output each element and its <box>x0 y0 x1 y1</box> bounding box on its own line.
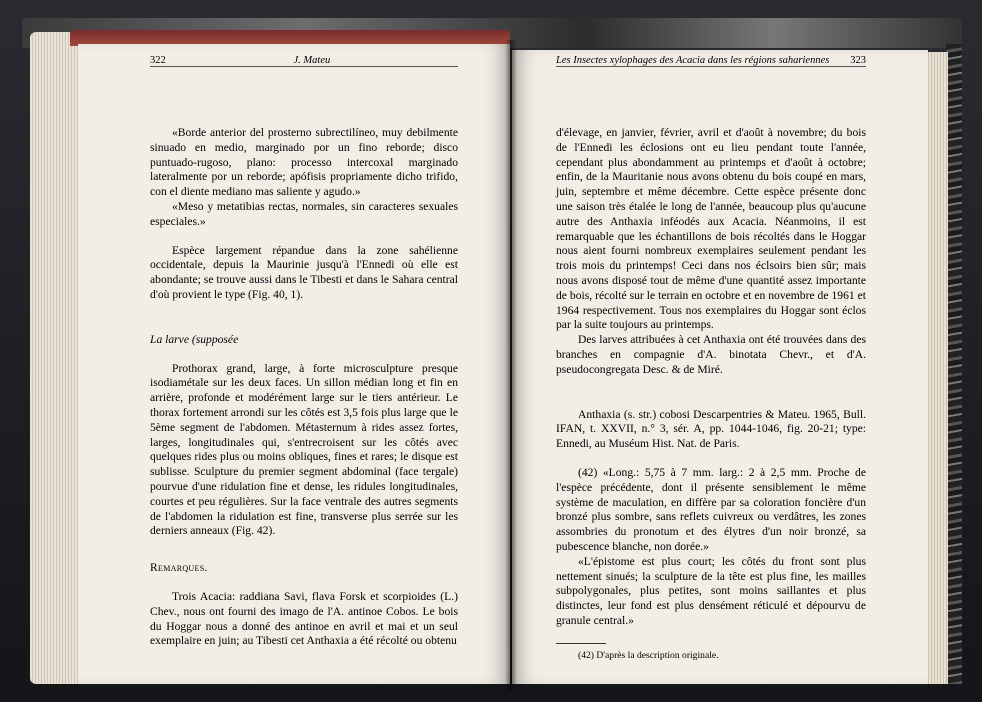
left-running-head <box>150 52 458 67</box>
paragraph: d'élevage, en janvier, février, avril et d'août à novembre; du bois de l'Ennedi les éclosions ont eu lieu pendant toute l'année, cependant plus abondamment au printemps et d'août à octobre; enfin, de la Mauritanie nous avons obtenu du bois coupé en mars, juin, septembre et même décembre. Cette espèce présente donc une saison très étalée le long de l'année, beaucoup plus qu'aucune autre des Anthaxia inféodés aux Acacia. Néanmoins, il est remarquable que les échantillons de bois récoltés dans le Hoggar nous aient fourni nombreux exemplaires seulement pendant les trois mois du printemps! Ceci dans nos éclsoirs bien sûr; mais nous avons disposé tout de même d'une quantité assez importante de bois, récolté sur le terrain en octobre et en novembre de 1961 et 1964 respectivement. Tous nos exemplaires du Hoggar sont éclos par la suite toujours au printemps. <box>556 126 866 332</box>
paragraph: Prothorax grand, large, à forte microsculpture presque isodiamétale sur les deux faces. Un sillon médian long et fin en arrière, profonde et modérément large sur le tiers antérieur. Le thorax fortement arrondi sur les côtés est 3,5 fois plus large que le 5ème segment de l'abdomen. Métasternum à rides assez fortes, larges, longitudinales qui, s'entrecroisent sur les côtés avec quelques rides plus ou moins obliques, fines et rares; le disque est sublisse. Sculpture du premier segment abdominal (face tergale) pourvue d'une ridulation fine et dense, les ridules longitudinales, courtes et peu régulières. Sur la face ventrale des autres segments de l'abdomen la ridulation est fine, transverse plus serrée sur les derniers anneaux (Fig. 42). <box>150 361 458 538</box>
paragraph: Des larves attribuées à cet Anthaxia ont été trouvées dans des branches en compagnie d'A. binotata Chevr., et d'A. pseudocongregata Desc. & de Miré. <box>556 333 866 376</box>
section-heading: Remarques. <box>150 561 208 575</box>
left-page-number: 322 <box>150 55 166 66</box>
paragraph: (42) «Long.: 5,75 à 7 mm. larg.: 2 à 2,5 mm. Proche de l'espèce précédente, dont il présente sensiblement le même système de maculation, en diffère par sa coloration foncière d'un bronzé plus sombre, sans reflets cuivreux ou verdâtres, les zones assombries du pronotum et des élytres d'un noir bronzé, sa pubescence blanche, non dorée.» <box>556 465 866 553</box>
species-heading: Anthaxia (s. str.) cobosi Descarpentries & Mateu. 1965, Bull. IFAN, t. XXVII, n.° 3, sér. A, pp. 1044-1046, fig. 20-21; type: Ennedi, au Muséum Hist. Nat. de Paris. <box>556 407 866 451</box>
right-running-head <box>556 52 866 67</box>
section-heading: La larve (supposée <box>150 332 239 346</box>
paragraph: «Meso y metatibias rectas, normales, sin caracteres sexuales especiales.» <box>150 199 458 228</box>
left-running-title: J. Mateu <box>293 55 331 66</box>
paragraph: Espèce largement répandue dans la zone sahélienne occidentale, depuis la Maurinie jusqu'à l'Ennedi où elle est abondante; se trouve aussi dans le Tibesti et dans le Sahara central d'où provient le type (Fig. 40, 1). <box>150 243 458 301</box>
left-text-column <box>150 126 458 649</box>
right-text-column <box>556 126 866 662</box>
footnote: (42) D'après la description originale. <box>578 649 719 661</box>
right-page-number: 323 <box>850 55 866 66</box>
left-page-stack <box>30 32 78 684</box>
footnote-rule <box>556 643 606 644</box>
paragraph: «Borde anterior del prosterno subrectilíneo, muy debilmente sinuado en medio, marginado por un fino reborde; disco puntuado-rugoso, plano: processo intercoxal marginado lateralmente por un reborde; apófisis propriamente dicho trifido, con el diente mediano mas saliente y agudo.» <box>150 126 458 199</box>
right-running-title: Les Insectes xylophages des Acacia dans les régions sahariennes <box>556 55 830 66</box>
book-cover-edge <box>946 44 962 684</box>
right-page-stack <box>926 52 948 684</box>
paragraph: Trois Acacia: raddiana Savi, flava Forsk et scorpioides (L.) Chev., nous ont fourni des imago de l'A. antinoe Cobos. Le bois du Hoggar nous a donné des antinoe en avril et mai et un seul exemplaire en juin; au Tibesti cet Anthaxia a été récolté ou obtenu <box>150 589 458 648</box>
paragraph: «L'épistome est plus court; les côtés du front sont plus nettement sinués; la sculpture de la tête est plus fine, les mailles subpolygonales, plus petites, sont moins saillantes et plus distinctes, leur fond est plus densément réticulé et dépourvu de granule central.» <box>556 554 866 627</box>
book-gutter <box>505 40 517 690</box>
